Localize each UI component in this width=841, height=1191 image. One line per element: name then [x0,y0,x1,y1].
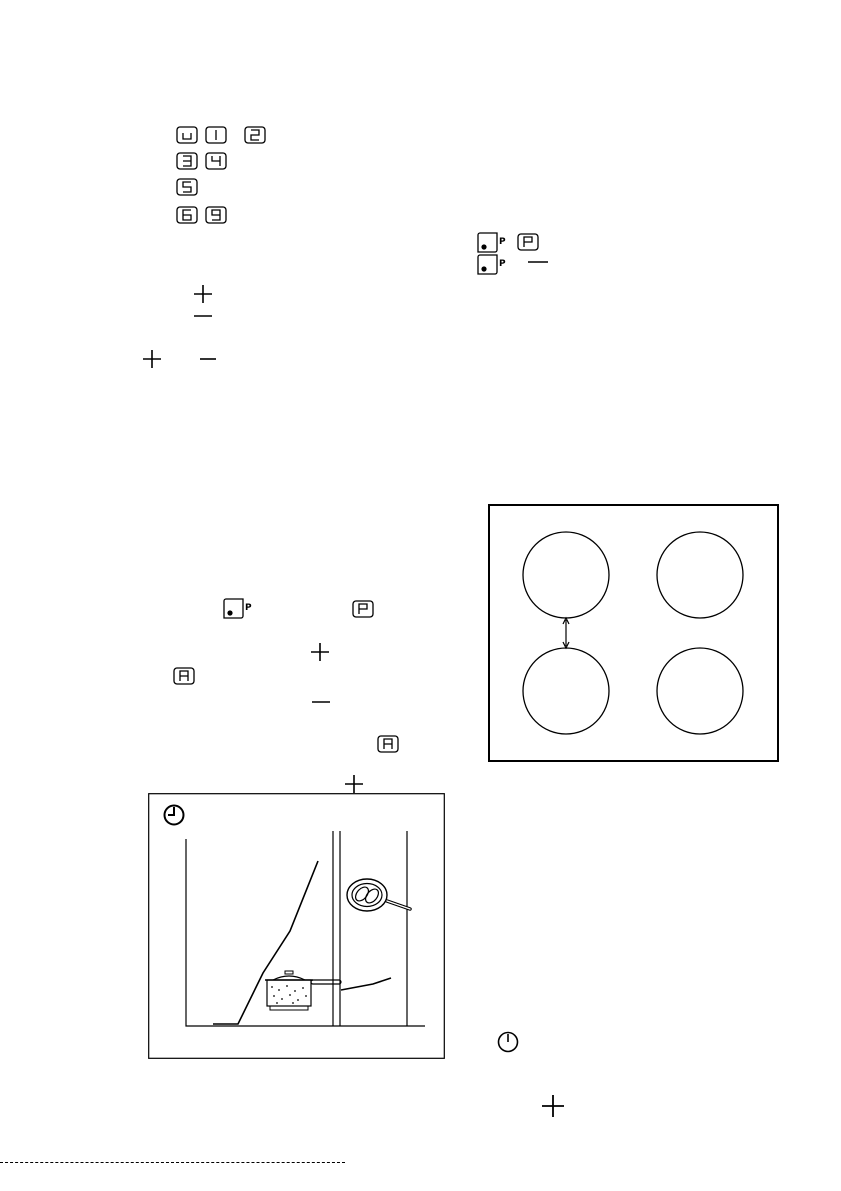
minus-key-icon [527,255,549,269]
pot-boost-key-icon [223,598,257,624]
timer-icon [496,1030,520,1054]
cooking-zone-front-left [523,648,609,734]
footnote-rule [0,1162,345,1163]
plus-key-icon [310,642,330,662]
power-level-display-2 [244,126,266,148]
hob-outline [489,505,778,761]
plus-key-icon [193,284,213,304]
auto-heat-display [173,667,195,689]
graph-frame [149,794,445,1059]
cooking-zone-front-right [657,648,743,734]
clock-icon [165,806,184,825]
hob-zones-diagram [488,504,779,762]
power-level-display-6 [176,206,198,228]
cooking-zone-rear-right [657,532,743,618]
power-boost-display [517,233,539,255]
power-level-display-1 [205,126,227,148]
cooking-zone-rear-left [523,532,609,618]
power-level-display-9 [205,206,227,228]
power-boost-display [352,600,374,622]
zone-link-arrow-icon [563,618,569,648]
frying-pan-icon [347,879,410,911]
pot-icon-letter: P [499,237,506,247]
saucepan-icon [265,971,341,1010]
plus-key-icon [344,774,364,794]
auto-heat-display [377,735,399,757]
svg-text:P: P [245,603,252,613]
heat-up-graph [148,793,445,1059]
pot-boost-key-icon [477,254,511,280]
plus-key-icon [142,349,162,369]
minus-key-icon [193,306,213,326]
power-level-display-u [176,126,198,148]
plus-key-icon [541,1094,565,1118]
power-level-display-4 [205,152,227,174]
svg-text:P: P [499,259,506,269]
power-level-display-5 [176,178,198,200]
minus-key-icon [198,349,218,369]
simmer-curve [341,978,391,990]
power-level-display-3 [176,152,198,174]
graph-axes [186,839,425,1026]
minus-key-icon [311,695,331,709]
heat-up-curve [213,861,318,1024]
